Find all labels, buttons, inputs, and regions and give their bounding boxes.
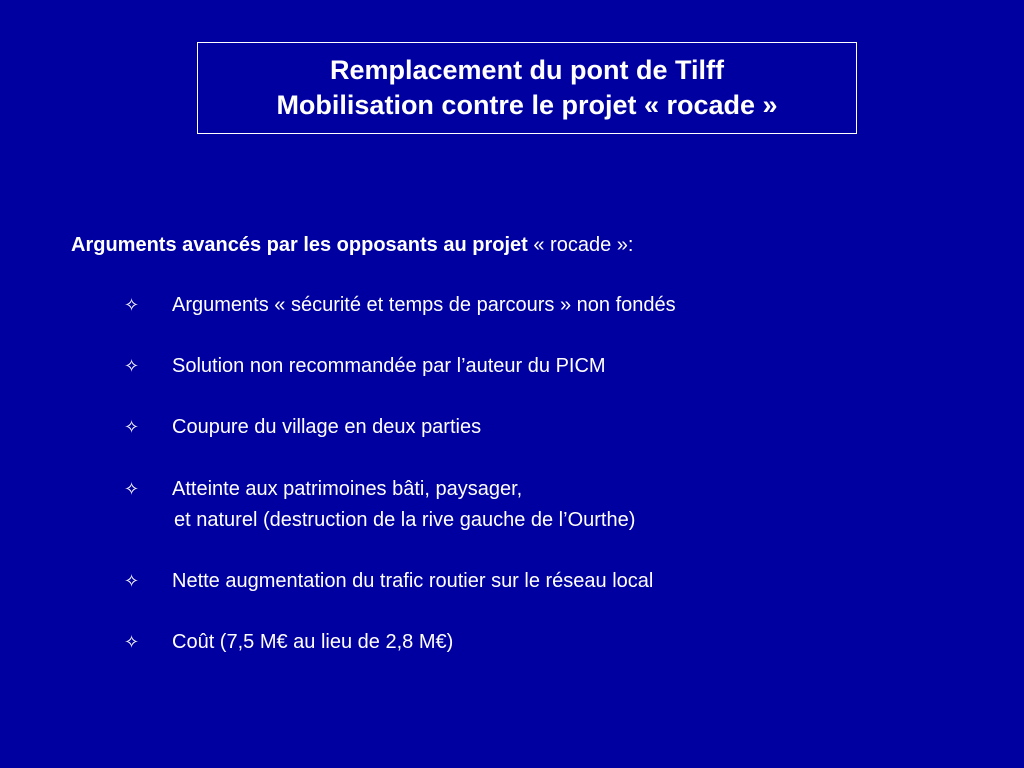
bullet-continuation-text: et naturel (destruction de la rive gauche de l’Ourthe) xyxy=(174,509,636,531)
star-bullet-icon: ✧ xyxy=(124,356,140,377)
title-box xyxy=(197,42,857,134)
bullet-text: Nette augmentation du trafic routier sur le réseau local xyxy=(172,570,654,592)
bullet-item xyxy=(124,351,606,382)
bullet-item xyxy=(124,566,653,597)
star-bullet-icon: ✧ xyxy=(124,295,140,316)
bullet-item xyxy=(124,474,635,535)
bullet-text: Solution non recommandée par l’auteur du PICM xyxy=(172,355,606,377)
star-bullet-icon: ✧ xyxy=(124,632,140,653)
bullet-item xyxy=(124,627,453,658)
bullet-item xyxy=(124,290,676,321)
bullet-text: Arguments « sécurité et temps de parcours » non fondés xyxy=(172,294,676,316)
bullet-item xyxy=(124,412,481,443)
bullet-text: Coupure du village en deux parties xyxy=(172,416,482,438)
bullet-text: Atteinte aux patrimoines bâti, paysager, xyxy=(172,478,523,500)
star-bullet-icon: ✧ xyxy=(124,571,140,592)
intro-normal-text: « rocade »: xyxy=(527,234,634,256)
intro-heading xyxy=(71,232,633,258)
star-bullet-icon: ✧ xyxy=(124,417,140,438)
title-line-1: Remplacement du pont de Tilff xyxy=(329,55,725,85)
bullet-text: Coût (7,5 M€ au lieu de 2,8 M€) xyxy=(172,631,454,653)
star-bullet-icon: ✧ xyxy=(124,479,140,500)
intro-bold-text: Arguments avancés par les opposants au projet xyxy=(71,234,528,256)
title-line-2: Mobilisation contre le projet « rocade » xyxy=(276,90,778,120)
